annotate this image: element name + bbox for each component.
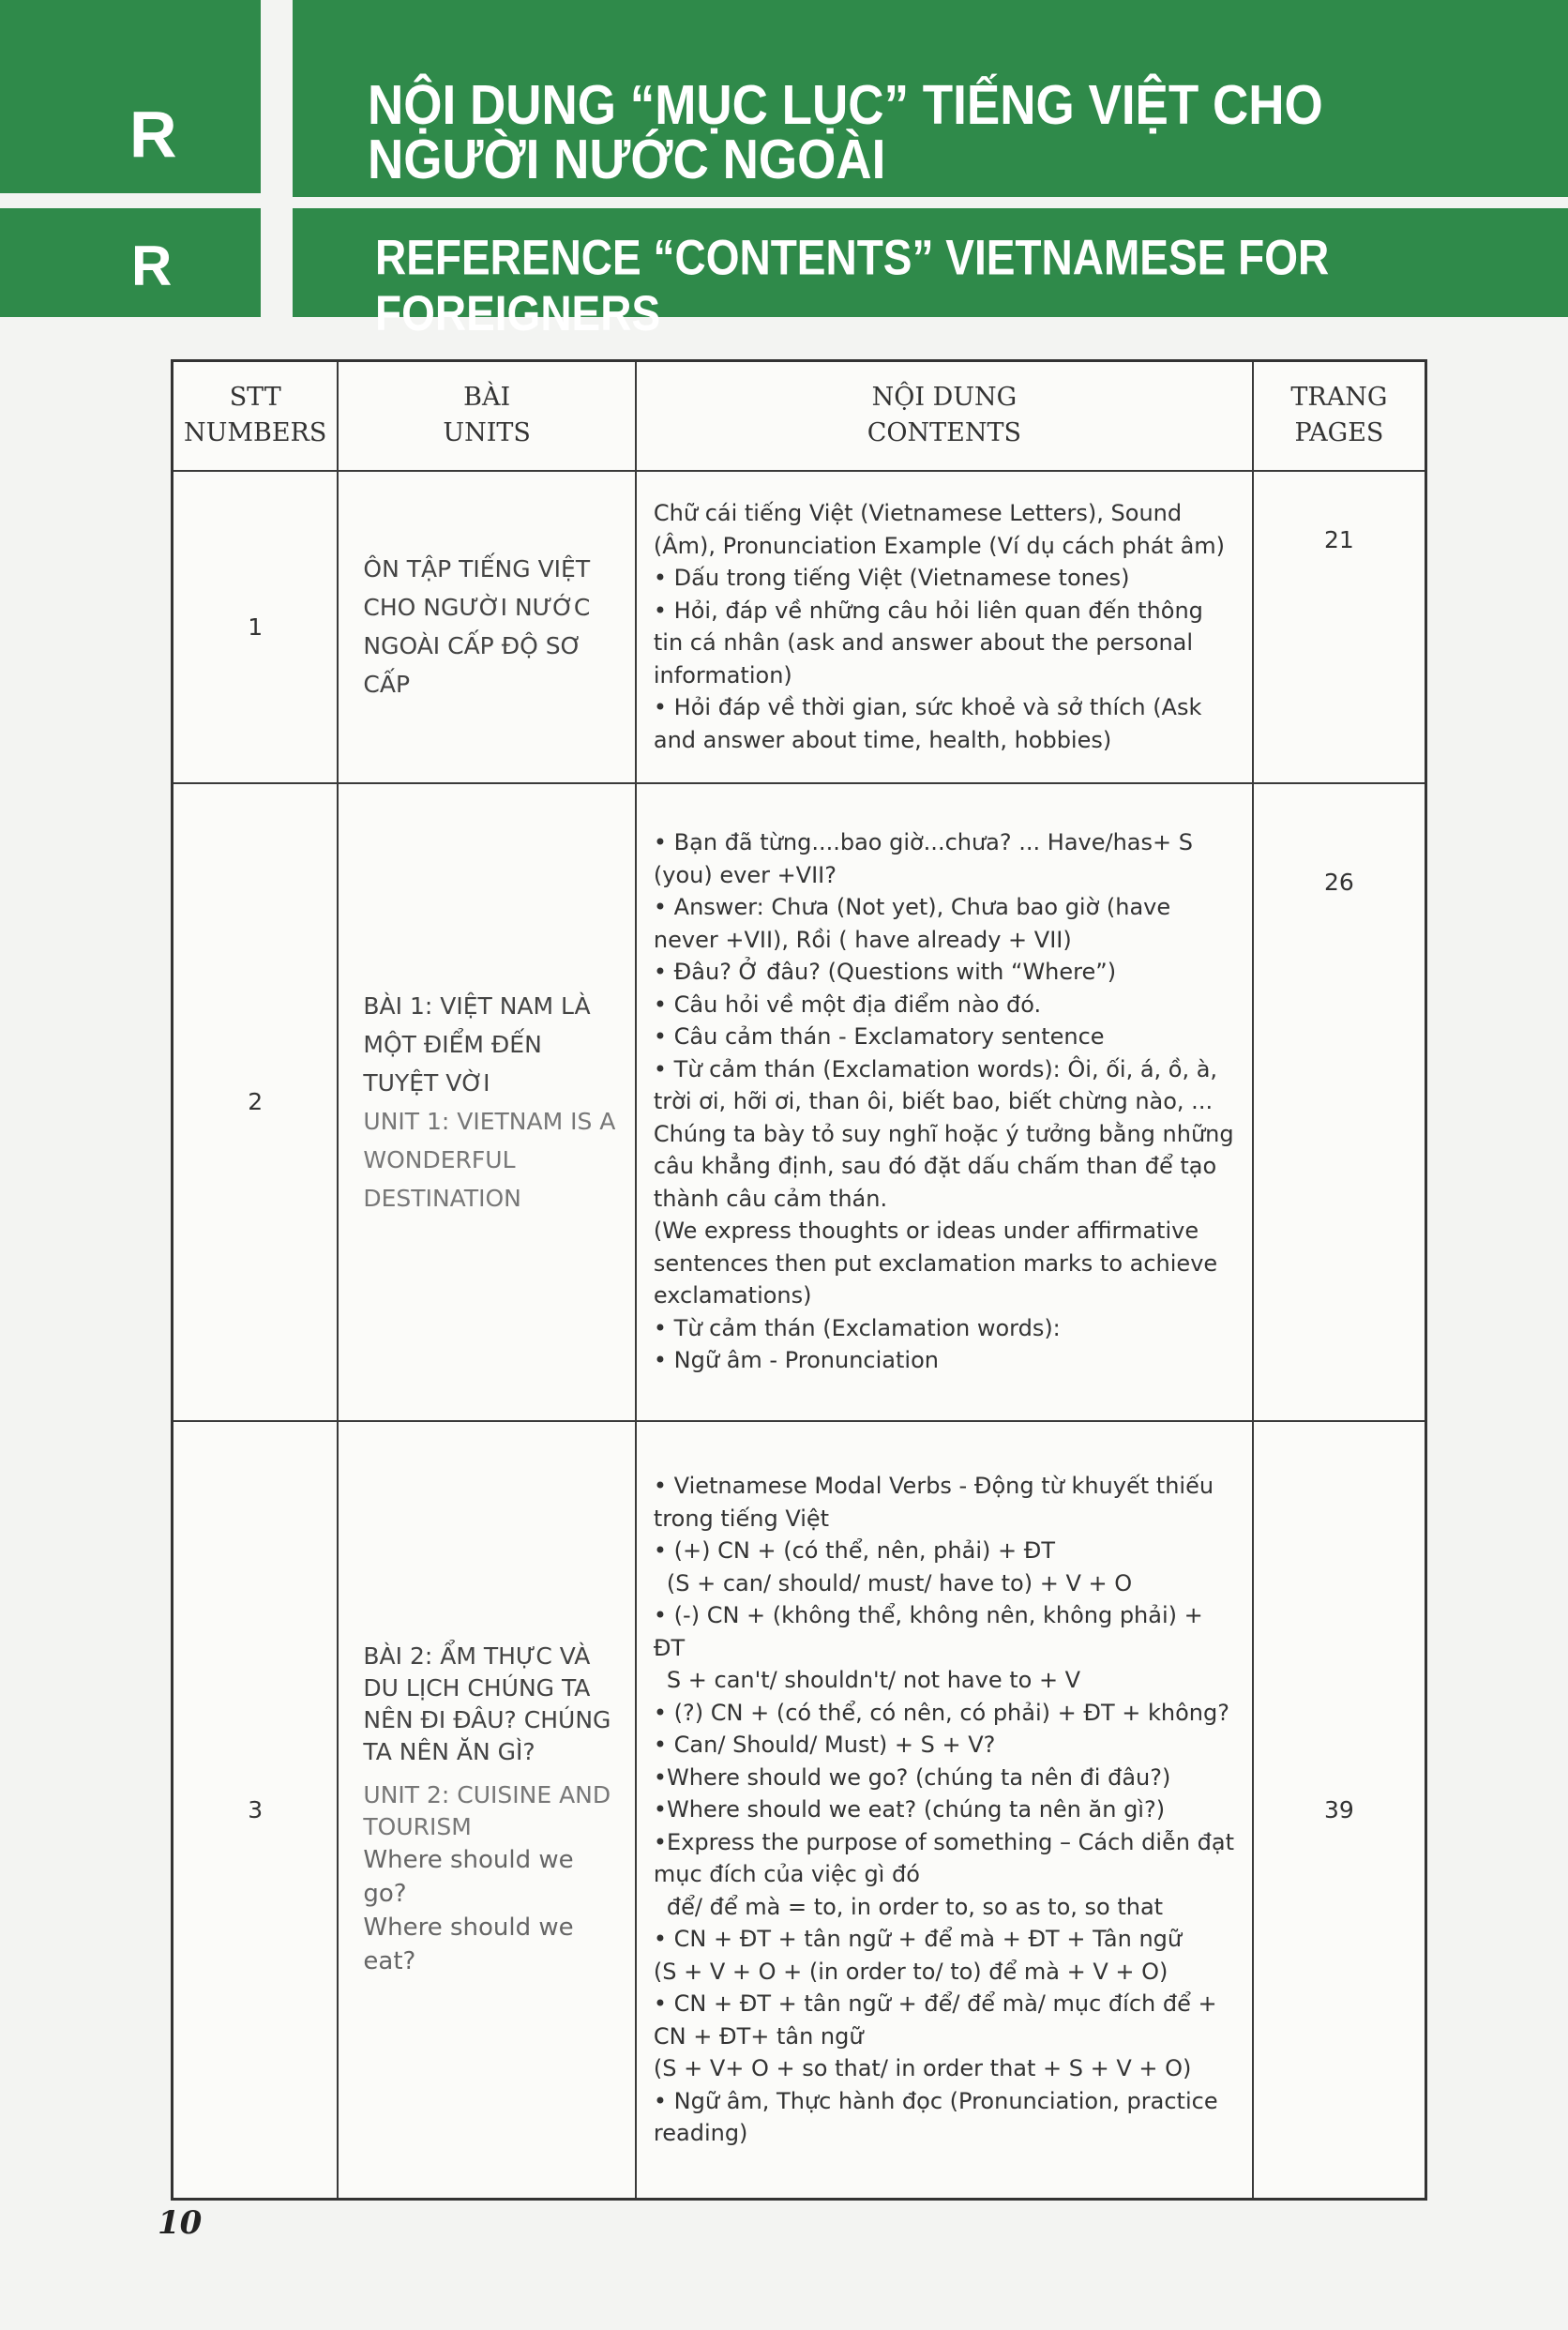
header-stt <box>173 361 339 471</box>
header-pages <box>1253 361 1426 471</box>
content-line: • Hỏi, đáp về những câu hỏi liên quan đến thông tin cá nhân (ask and answer about the personal information) <box>653 597 1203 688</box>
content-line: • Can/ Should/ Must) + S + V? <box>653 1732 996 1758</box>
content-line: • Từ cảm thán (Exclamation words): <box>653 1314 1061 1341</box>
content-line: (S + V + O + (in order to/ to) để mà + V + O) <box>653 1958 1168 1985</box>
content-line: S + can't/ shouldn't/ not have to + V <box>666 1667 1081 1693</box>
content-line: • Ngữ âm, Thực hành đọc (Pronunciation, practice reading) <box>653 2087 1218 2146</box>
page-title-en: REFERENCE “CONTENTS” VIETNAMESE FOR FOREIGNERS <box>375 229 1330 341</box>
row-page <box>1253 471 1426 783</box>
row-number: 1 <box>173 471 339 783</box>
header-units-en: UNITS <box>443 418 531 448</box>
content-line: • CN + ĐT + tân ngữ + để/ để mà/ mục đích để + CN + ĐT+ tân ngữ <box>653 1990 1217 2050</box>
row-contents <box>636 783 1253 1421</box>
table-header-row <box>173 361 1426 471</box>
content-line: để/ để mà = to, in order to, so as to, so that <box>666 1893 1164 1920</box>
content-line: • Từ cảm thán (Exclamation words): Ôi, ối, á, ồ, à, trời ơi, hỡi ơi, than ôi, biết bao, biết chừng nào, ... <box>653 1055 1218 1115</box>
content-line: • Câu cảm thán - Exclamatory sentence <box>653 1023 1105 1051</box>
unit-title-vn: BÀI 2: ẨM THỰC VÀ DU LỊCH CHÚNG TA NÊN ĐI ĐÂU? CHÚNG TA NÊN ĂN GÌ? <box>363 1642 611 1766</box>
unit-title-en: UNIT 1: VIETNAM IS A WONDERFUL DESTINATION <box>363 1107 616 1212</box>
unit-question-go: Where should we go? <box>363 1846 574 1909</box>
unit-title-en: UNIT 2: CUISINE AND TOURISM <box>363 1781 611 1841</box>
content-line: (S + can/ should/ must/ have to) + V + O <box>666 1569 1133 1596</box>
section-letter-top: R <box>129 98 177 171</box>
content-line: (S + V+ O + so that/ in order that + S + V + O) <box>653 2055 1192 2081</box>
header-units <box>338 361 636 471</box>
content-line: •Express the purpose of something – Cách diễn đạt mục đích của việc gì đó <box>653 1828 1234 1887</box>
header-pages-en: PAGES <box>1294 418 1384 448</box>
page-title-vn-line2: NGƯỜI NƯỚC NGOÀI <box>368 129 886 191</box>
table-row <box>173 783 1426 1421</box>
content-line: • Đâu? Ở đâu? (Questions with “Where”) <box>653 959 1117 986</box>
page-value: 39 <box>1324 1795 1354 1823</box>
content-line: Chữ cái tiếng Việt (Vietnamese Letters), Sound (Âm), Pronunciation Example (Ví dụ cách phát âm) <box>653 500 1226 559</box>
row-contents <box>636 1421 1253 2200</box>
header-stt-vn: STT <box>229 383 281 413</box>
page-value: 26 <box>1324 868 1354 896</box>
content-line: • (?) CN + (có thể, có nên, có phải) + ĐT + không? <box>653 1699 1229 1726</box>
content-line: (We express thoughts or ideas under affirmative sentences then put exclamation marks to achieve exclamations) <box>653 1218 1218 1309</box>
header-band-left-bottom <box>0 208 261 317</box>
content-line: •Where should we go? (chúng ta nên đi đâu?) <box>653 1763 1171 1791</box>
table-row <box>173 1421 1426 2200</box>
content-line: • CN + ĐT + tân ngữ + để mà + ĐT + Tân ngữ <box>653 1926 1183 1952</box>
header-contents-en: CONTENTS <box>867 418 1021 448</box>
row-unit <box>338 783 636 1421</box>
row-contents <box>636 471 1253 783</box>
content-line: • Câu hỏi về một địa điểm nào đó. <box>653 991 1042 1018</box>
page-number: 10 <box>158 2204 203 2242</box>
header-units-vn: BÀI <box>463 383 511 413</box>
page-title-vn-line1: NỘI DUNG “MỤC LỤC” TIẾNG VIỆT CHO <box>368 74 1323 137</box>
content-line: • Hỏi đáp về thời gian, sức khoẻ và sở thích (Ask and answer about time, health, hobbies) <box>653 694 1202 753</box>
row-number: 2 <box>173 783 339 1421</box>
content-line: • Bạn đã từng....bao giờ...chưa? ... Have/has+ S (you) ever +VII? <box>653 829 1193 888</box>
content-line: Chúng ta bày tỏ suy nghĩ hoặc ý tưởng bằng những câu khẳng định, sau đó đặt dấu chấm than để tạo thành câu cảm thán. <box>653 1120 1234 1212</box>
section-letter-bottom: R <box>131 235 173 297</box>
row-number: 3 <box>173 1421 339 2200</box>
header-contents <box>636 361 1253 471</box>
content-line: • Ngữ âm - Pronunciation <box>653 1347 939 1374</box>
header-pages-vn: TRANG <box>1290 383 1388 413</box>
row-page <box>1253 1421 1426 2200</box>
header-stt-en: NUMBERS <box>183 418 327 448</box>
content-line: • Vietnamese Modal Verbs - Động từ khuyết thiếu trong tiếng Việt <box>653 1473 1214 1532</box>
contents-table <box>171 359 1427 2201</box>
content-line: • (-) CN + (không thể, không nên, không phải) + ĐT <box>653 1602 1203 1661</box>
header-contents-vn: NỘI DUNG <box>871 383 1018 413</box>
row-page <box>1253 783 1426 1421</box>
content-line: • Dấu trong tiếng Việt (Vietnamese tones) <box>653 565 1130 591</box>
page-value: 21 <box>1324 525 1354 553</box>
table-row <box>173 471 1426 783</box>
unit-title-vn: BÀI 1: VIỆT NAM LÀ MỘT ĐIỂM ĐẾN TUYỆT VỜI <box>363 991 591 1097</box>
content-line: •Where should we eat? (chúng ta nên ăn gì?) <box>653 1796 1166 1823</box>
unit-question-eat: Where should we eat? <box>363 1914 574 1976</box>
content-line: • Answer: Chưa (Not yet), Chưa bao giờ (have never +VII), Rồi ( have already + VII) <box>653 894 1171 953</box>
unit-title-vn: ÔN TẬP TIẾNG VIỆT CHO NGƯỜI NƯỚC NGOÀI CẤP ĐỘ SƠ CẤP <box>363 555 591 698</box>
row-unit <box>338 471 636 783</box>
row-unit <box>338 1421 636 2200</box>
content-line: • (+) CN + (có thể, nên, phải) + ĐT <box>653 1537 1055 1564</box>
